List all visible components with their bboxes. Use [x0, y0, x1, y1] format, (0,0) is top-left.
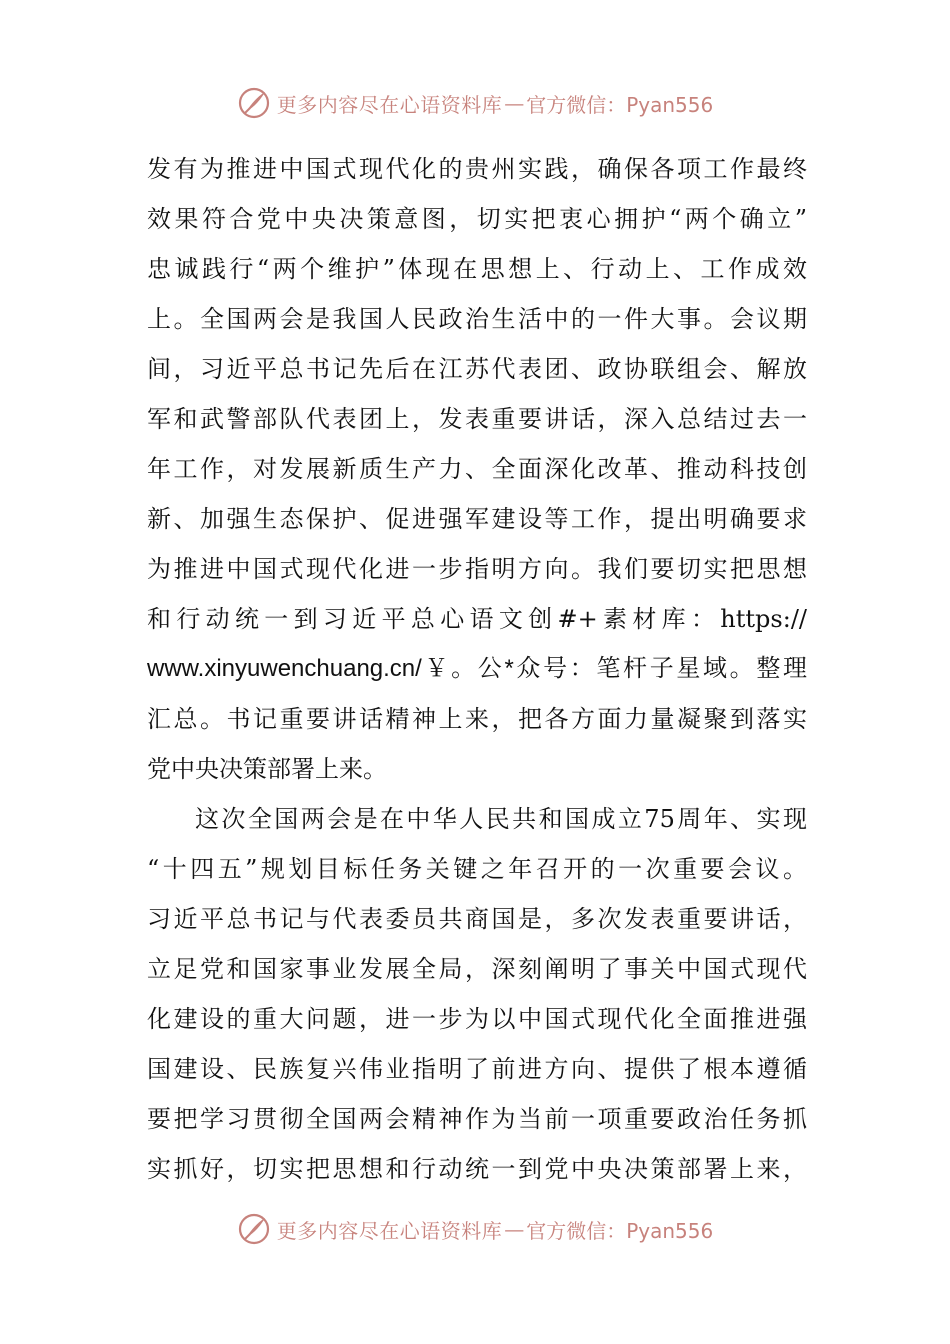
text-line: 间，习近平总书记先后在江苏代表团、政协联组会、解放 — [147, 355, 807, 383]
paragraph-1 — [147, 144, 807, 794]
text-line: 这次全国两会是在中华人民共和国成立75周年、实现 — [195, 805, 807, 833]
text-line: 上。全国两会是我国人民政治生活中的一件大事。会议期 — [147, 305, 807, 333]
document-body — [147, 144, 807, 1194]
text-line: 发有为推进中国式现代化的贵州实践，确保各项工作最终 — [147, 155, 807, 183]
paragraph-2 — [147, 794, 807, 1194]
text-line: 年工作，对发展新质生产力、全面深化改革、推动科技创 — [147, 455, 807, 483]
text-line: 习近平总书记与代表委员共商国是，多次发表重要讲话， — [147, 905, 807, 933]
banner-wechat: 官方微信：Pyan556 — [526, 1218, 714, 1243]
text-line: 党中央决策部署上来。 — [147, 755, 387, 783]
quill-logo-icon — [237, 1212, 271, 1246]
text-line-url: www.xinyuwenchuang.cn/￥。公*众号：笔杆子星域。整理 — [147, 655, 807, 682]
text-line: 和行动统一到习近平总心语文创#+素材库：https:// — [147, 605, 807, 633]
banner-dash: — — [504, 91, 525, 115]
text-line: 效果符合党中央决策意图，切实把衷心拥护“两个确立” — [147, 205, 807, 233]
text-line: 为推进中国式现代化进一步指明方向。我们要切实把思想 — [147, 555, 807, 583]
text-line: 要把学习贯彻全国两会精神作为当前一项重要政治任务抓 — [147, 1105, 807, 1133]
text-line: 化建设的重大问题，进一步为以中国式现代化全面推进强 — [147, 1005, 807, 1033]
footer-banner — [0, 1209, 950, 1249]
text-line: 忠诚践行“两个维护”体现在思想上、行动上、工作成效 — [147, 255, 807, 283]
text-line: 立足党和国家事业发展全局，深刻阐明了事关中国式现代 — [147, 955, 807, 983]
banner-brand: 更多内容尽在心语资料库 — [276, 1218, 503, 1243]
text-line: “十四五”规划目标任务关键之年召开的一次重要会议。 — [147, 855, 807, 883]
quill-logo-icon — [237, 86, 271, 120]
text-line: 汇总。书记重要讲话精神上来，把各方面力量凝聚到落实 — [147, 705, 807, 733]
banner-dash: — — [504, 1217, 525, 1241]
banner-brand: 更多内容尽在心语资料库 — [276, 92, 503, 117]
banner-wechat: 官方微信：Pyan556 — [526, 92, 714, 117]
text-line: 实抓好，切实把思想和行动统一到党中央决策部署上来， — [147, 1155, 807, 1183]
text-line: 国建设、民族复兴伟业指明了前进方向、提供了根本遵循 — [147, 1055, 807, 1083]
header-banner — [0, 83, 950, 123]
text-line: 军和武警部队代表团上，发表重要讲话，深入总结过去一 — [147, 405, 807, 433]
text-line: 新、加强生态保护、促进强军建设等工作，提出明确要求 — [147, 505, 807, 533]
